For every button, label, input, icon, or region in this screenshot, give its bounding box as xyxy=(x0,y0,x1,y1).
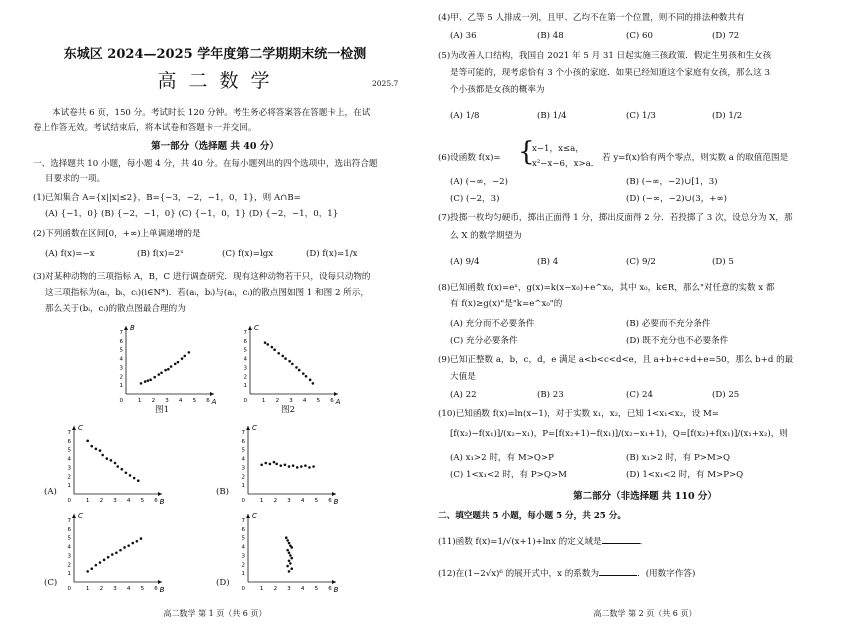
y-tick-label: 2 xyxy=(67,474,71,481)
scatter-point xyxy=(174,363,177,366)
y-tick-label: 6 xyxy=(243,338,247,345)
exam-date: 2025.7 xyxy=(372,79,399,88)
x-tick-label: 1 xyxy=(259,586,264,592)
scatter-point xyxy=(121,468,124,471)
y-tick-label: 5 xyxy=(243,347,247,354)
question-5-line-2: 是等可能的，现考虑恰有 3 个小孩的家庭．如果已经知道这个家庭有女孩，那么这 3 xyxy=(450,68,770,78)
y-axis-label: C xyxy=(252,424,257,432)
x-tick-label: 3 xyxy=(287,586,291,592)
q9-option-a: (A) 22 xyxy=(450,390,477,400)
question-6-suffix: 若 y=f(x)恰有两个零点，则实数 a 的取值范围是 xyxy=(602,153,789,163)
question-8-line-1: (8)已知函数 f(x)=eˣ，g(x)=k(x−x₀)+e^x₀，其中 x₀，k∈R，那么"对任意的实数 x 都 xyxy=(438,283,775,293)
x-tick-label: 3 xyxy=(287,498,291,504)
x-axis-arrow xyxy=(332,580,336,584)
scatter-point xyxy=(290,567,293,570)
question-10-line-2: [f(x₂)−f(x₁)]/(x₂−x₁)，P=[f(x₂+1)−f(x₁)]/(x₂−x₁+1)，Q=[f(x₂)+f(x₁)]/(x₁+x₂)，则 xyxy=(450,429,788,439)
x-axis-label: B xyxy=(333,498,339,506)
question-3-line-3: 那么关于(bᵢ，cᵢ)的散点图最合理的为 xyxy=(45,304,186,314)
scatter-point xyxy=(177,361,180,364)
x-tick-label: 5 xyxy=(140,498,145,504)
question-6-prefix: (6)设函数 f(x)= xyxy=(438,153,501,163)
q7-option-d: (D) 5 xyxy=(712,257,734,267)
x-tick-label: 1 xyxy=(137,398,142,404)
y-tick-label: 1 xyxy=(243,383,247,390)
scatter-point xyxy=(304,464,307,467)
y-tick-label: 6 xyxy=(119,338,123,345)
y-tick-label: 5 xyxy=(241,447,245,454)
y-tick-label: 6 xyxy=(67,438,71,445)
section2-heading: 二、填空题共 5 小题，每小题 5 分，共 25 分。 xyxy=(438,511,626,521)
scatter-point xyxy=(164,369,167,372)
scatter-point xyxy=(264,341,267,344)
origin-label: 0 xyxy=(241,498,245,504)
q3-option-b-label: (B) xyxy=(216,487,230,497)
scatter-point xyxy=(181,357,184,360)
y-axis-arrow xyxy=(246,514,250,518)
y-axis-arrow xyxy=(124,326,128,330)
x-axis-label: B xyxy=(159,586,165,594)
scatter-point xyxy=(133,477,136,480)
scatter-point xyxy=(140,382,143,385)
scatter-point xyxy=(147,379,150,382)
scatter-point xyxy=(266,343,269,346)
scatter-point xyxy=(312,465,315,468)
scatter-point xyxy=(288,559,291,562)
y-axis-label: C xyxy=(78,424,83,432)
scatter-point xyxy=(280,464,283,467)
scatter-point xyxy=(300,465,303,468)
x-tick-label: 3 xyxy=(289,398,293,404)
q4-option-d: (D) 72 xyxy=(712,31,740,41)
x-tick-label: 3 xyxy=(165,398,169,404)
x-axis-arrow xyxy=(158,580,162,584)
scatter-point xyxy=(291,363,294,366)
question-9-line-1: (9)已知正整数 a，b，c，d，e 满足 a<b<c<d<e，且 a+b+c+d+e=50，那么 b+d 的最 xyxy=(438,355,794,365)
y-tick-label: 1 xyxy=(119,383,123,390)
q6-option-d: (D) (−∞，−2)∪(3，+∞) xyxy=(626,194,727,204)
q6-option-b: (B) (−∞，−2)∪[1，3) xyxy=(626,177,718,187)
scatter-point xyxy=(158,373,161,376)
scatter-point xyxy=(144,380,147,383)
scatter-point xyxy=(116,465,119,468)
question-8-line-2: 有 f(x)≥g(x)"是"k=e^x₀"的 xyxy=(450,299,563,309)
y-tick-label: 2 xyxy=(241,474,245,481)
scatter-point xyxy=(284,357,287,360)
question-11: (11)函数 f(x)=1/√(x+1)+lnx 的定义域是 ． xyxy=(438,534,648,548)
scatter-point xyxy=(107,556,110,559)
scatter-point xyxy=(284,463,287,466)
q5-option-b: (B) 1/4 xyxy=(537,111,567,121)
q4-option-a: (A) 36 xyxy=(450,31,477,41)
scatter-point xyxy=(286,539,289,542)
scatter-point xyxy=(286,549,289,552)
x-tick-label: 2 xyxy=(275,398,280,404)
y-tick-label: 4 xyxy=(119,356,123,363)
q7-option-a: (A) 9/4 xyxy=(450,257,480,267)
x-axis-arrow xyxy=(334,392,338,396)
y-tick-label: 3 xyxy=(241,465,245,472)
scatter-point xyxy=(111,553,114,556)
x-tick-label: 3 xyxy=(113,498,117,504)
y-tick-label: 2 xyxy=(243,374,247,381)
q8-option-b: (B) 必要而不充分条件 xyxy=(626,319,711,329)
y-tick-label: 6 xyxy=(67,526,71,533)
part1-heading: 第一部分（选择题 共 40 分） xyxy=(151,141,279,152)
q2-option-a: (A) f(x)=−x xyxy=(45,249,95,259)
x-tick-label: 1 xyxy=(85,586,90,592)
q4-option-c: (C) 60 xyxy=(626,31,653,41)
scatter-point xyxy=(289,562,292,565)
x-tick-label: 6 xyxy=(206,398,210,404)
scatter-point xyxy=(125,471,128,474)
q6-case-2: x²−x−6，x>a． xyxy=(532,159,600,169)
question-12-text: (12)在(1−2√x)⁶ 的展开式中，x 的系数为 xyxy=(438,569,600,579)
x-tick-label: 6 xyxy=(154,586,158,592)
q5-option-d: (D) 1/2 xyxy=(712,111,743,121)
x-axis-arrow xyxy=(210,392,214,396)
scatter-point xyxy=(282,355,285,358)
x-tick-label: 1 xyxy=(259,498,264,504)
question-1-options: (A) {−1，0} (B) {−2，−1，0} (C) {−1，0，1} (D) {−2，−1，0，1} xyxy=(45,209,339,219)
scatter-point xyxy=(288,465,291,468)
scatter-point xyxy=(308,466,311,469)
q3-option-d-label: (D) xyxy=(216,578,230,588)
question-3-line-2: 这三项指标为(aᵢ，bᵢ，cᵢ)(i∈N*)．若(aᵢ，bᵢ)与(aᵢ，cᵢ)的散点图如图 1 和图 2 所示， xyxy=(45,288,369,298)
scatter-point xyxy=(292,464,295,467)
scatter-point xyxy=(114,462,117,465)
y-tick-label: 3 xyxy=(243,365,247,372)
instruction-line-1: 本试卷共 6 页，150 分。考试时长 120 分钟。考生务必将答案答在答题卡上，在试 xyxy=(52,108,371,118)
x-tick-label: 5 xyxy=(314,498,319,504)
question-1: (1)已知集合 A={x||x|≤2}，B={−3，−2，−1，0，1}，则 A∩B= xyxy=(33,193,301,203)
y-axis-label: C xyxy=(78,512,83,520)
scatter-point xyxy=(273,348,276,351)
x-tick-label: 4 xyxy=(126,498,131,504)
x-tick-label: 1 xyxy=(261,398,266,404)
y-tick-label: 7 xyxy=(241,430,245,436)
q9-option-d: (D) 25 xyxy=(712,390,740,400)
scatter-point xyxy=(277,352,280,355)
y-tick-label: 2 xyxy=(67,562,71,569)
scatter-point xyxy=(137,479,140,482)
y-tick-label: 4 xyxy=(67,456,71,463)
scatter-point xyxy=(90,445,93,448)
q8-option-c: (C) 充分必要条件 xyxy=(450,336,518,346)
scatter-point xyxy=(288,570,291,573)
scatter-point xyxy=(271,346,274,349)
scatter-point xyxy=(115,551,118,554)
origin-label: 0 xyxy=(243,398,247,404)
scatter-point xyxy=(312,382,315,385)
x-tick-label: 4 xyxy=(302,398,307,404)
y-tick-label: 4 xyxy=(241,544,245,551)
scatter-point xyxy=(95,564,98,567)
scatter-point xyxy=(296,466,299,469)
scatter-point xyxy=(167,368,170,371)
exam-title: 东城区 2024—2025 学年度第二学期期末统一检测 xyxy=(63,47,367,62)
y-tick-label: 3 xyxy=(119,365,123,372)
scatter-point xyxy=(110,459,113,462)
scatter-point xyxy=(129,474,132,477)
scatter-point xyxy=(305,375,308,378)
x-tick-label: 5 xyxy=(140,586,145,592)
x-tick-label: 2 xyxy=(99,498,104,504)
y-tick-label: 7 xyxy=(67,430,71,436)
question-2: (2)下列函数在区间[0，+∞)上单调递增的是 xyxy=(33,229,201,239)
q6-option-a: (A) (−∞，−2) xyxy=(450,177,508,187)
figure-2-scatter xyxy=(236,322,344,406)
scatter-point xyxy=(290,557,293,560)
subject-title: 高 二 数 学 xyxy=(157,70,273,92)
scatter-point xyxy=(149,379,152,382)
scatter-point xyxy=(273,461,276,464)
answer-blank-11[interactable] xyxy=(602,534,640,544)
y-tick-label: 4 xyxy=(243,356,247,363)
x-tick-label: 6 xyxy=(154,498,158,504)
y-tick-label: 1 xyxy=(67,483,71,490)
question-12-tail: ．(用数字作答) xyxy=(637,569,696,579)
y-tick-label: 5 xyxy=(67,535,71,542)
option-d-scatter xyxy=(234,510,342,594)
scatter-point xyxy=(183,355,186,358)
x-tick-label: 6 xyxy=(328,498,332,504)
y-axis-arrow xyxy=(72,514,76,518)
scatter-point xyxy=(131,542,134,545)
y-tick-label: 5 xyxy=(67,447,71,454)
y-tick-label: 6 xyxy=(241,526,245,533)
y-tick-label: 4 xyxy=(241,456,245,463)
y-tick-label: 3 xyxy=(67,465,71,472)
y-tick-label: 2 xyxy=(241,562,245,569)
question-7-line-2: 么 X 的数学期望为 xyxy=(450,231,522,241)
scatter-point xyxy=(106,457,109,460)
scatter-point xyxy=(127,544,130,547)
scatter-point xyxy=(286,565,289,568)
scatter-point xyxy=(153,376,156,379)
x-tick-label: 2 xyxy=(151,398,156,404)
q2-option-d: (D) f(x)=1/x xyxy=(306,249,358,259)
x-tick-label: 6 xyxy=(330,398,334,404)
question-7-line-1: (7)投掷一枚均匀硬币，掷出正面得 1 分，掷出反面得 2 分．若投掷了 3 次，设总分为 X，那 xyxy=(438,213,793,223)
page-footer-left: 高二数学 第 1 页（共 6 页） xyxy=(163,609,267,618)
y-tick-label: 7 xyxy=(241,518,245,524)
scatter-point xyxy=(95,448,98,451)
scatter-point xyxy=(86,440,89,443)
x-tick-label: 2 xyxy=(99,586,104,592)
question-12 xyxy=(438,566,695,580)
scatter-point xyxy=(288,542,291,545)
right-page xyxy=(430,0,860,633)
q4-option-b: (B) 48 xyxy=(537,31,564,41)
q5-option-a: (A) 1/8 xyxy=(450,111,480,121)
q2-option-b: (B) f(x)=2ˣ xyxy=(137,249,184,259)
scatter-point xyxy=(309,379,312,382)
scatter-point xyxy=(288,551,291,554)
y-tick-label: 5 xyxy=(119,347,123,354)
q9-option-b: (B) 23 xyxy=(537,390,564,400)
y-tick-label: 7 xyxy=(67,518,71,524)
scatter-point xyxy=(302,372,305,375)
origin-label: 0 xyxy=(67,498,71,504)
scatter-point xyxy=(101,454,104,457)
scatter-point xyxy=(260,463,263,466)
scatter-point xyxy=(264,462,267,465)
x-axis-arrow xyxy=(158,492,162,496)
y-axis-label: B xyxy=(130,324,135,332)
y-tick-label: 6 xyxy=(241,438,245,445)
x-tick-label: 3 xyxy=(113,586,117,592)
y-axis-label: C xyxy=(254,324,259,332)
x-tick-label: 5 xyxy=(314,586,319,592)
q7-option-b: (B) 4 xyxy=(537,257,559,267)
figure-1-caption: 图1 xyxy=(155,405,170,415)
q6-case-1: x−1，x≤a， xyxy=(532,144,584,154)
q3-option-c-label: (C) xyxy=(44,578,58,588)
scatter-point xyxy=(160,371,163,374)
scatter-point xyxy=(99,561,102,564)
option-a-scatter xyxy=(60,422,168,506)
answer-blank-12[interactable] xyxy=(599,566,637,576)
origin-label: 0 xyxy=(241,586,245,592)
q7-option-c: (C) 9/2 xyxy=(626,257,656,267)
x-tick-label: 5 xyxy=(316,398,321,404)
x-tick-label: 1 xyxy=(85,498,90,504)
scatter-point xyxy=(99,449,102,452)
y-tick-label: 1 xyxy=(67,571,71,578)
question-11-text: (11)函数 f(x)=1/√(x+1)+lnx 的定义域是 xyxy=(438,537,602,547)
x-tick-label: 6 xyxy=(328,586,332,592)
y-tick-label: 7 xyxy=(119,330,123,336)
piecewise-brace: { xyxy=(518,137,535,167)
q10-option-a: (A) x₁>2 时，有 M>Q>P xyxy=(450,453,554,463)
q8-option-a: (A) 充分而不必要条件 xyxy=(450,319,535,329)
figure-2-caption: 图2 xyxy=(281,405,296,415)
option-b-scatter xyxy=(234,422,342,506)
x-tick-label: 4 xyxy=(300,586,305,592)
y-tick-label: 3 xyxy=(67,553,71,560)
page-footer-right: 高二数学 第 2 页（共 6 页） xyxy=(593,609,697,618)
scatter-point xyxy=(140,537,143,540)
question-5-line-1: (5)为改善人口结构，我国自 2021 年 5 月 31 日起实施三孩政策．假定生男孩和生女孩 xyxy=(438,51,772,61)
y-tick-label: 4 xyxy=(67,544,71,551)
scatter-point xyxy=(269,463,272,466)
y-axis-arrow xyxy=(246,426,250,430)
q6-option-c: (C) (−2，3) xyxy=(450,194,500,204)
y-tick-label: 1 xyxy=(241,483,245,490)
origin-label: 0 xyxy=(67,586,71,592)
section1-line-2: 目要求的一项。 xyxy=(45,174,106,184)
y-tick-label: 7 xyxy=(243,330,247,336)
y-axis-label: C xyxy=(252,512,257,520)
scatter-point xyxy=(285,536,288,539)
question-10-line-1: (10)已知函数 f(x)=ln(x−1)，对于实数 x₁，x₂，已知 1<x₁<x₂，设 M= xyxy=(438,409,719,419)
scatter-point xyxy=(86,570,89,573)
q10-option-d: (D) 1<x₁<2 时，有 M>P>Q xyxy=(626,470,744,480)
q8-option-d: (D) 既不充分也不必要条件 xyxy=(626,336,729,346)
scatter-point xyxy=(295,366,298,369)
y-tick-label: 2 xyxy=(119,374,123,381)
y-axis-arrow xyxy=(248,326,252,330)
y-tick-label: 1 xyxy=(241,571,245,578)
q9-option-c: (C) 24 xyxy=(626,390,653,400)
scatter-point xyxy=(188,351,191,354)
x-tick-label: 4 xyxy=(300,498,305,504)
scatter-point xyxy=(103,559,106,562)
section1-line-1: 一、选择题共 10 小题，每小题 4 分，共 40 分。在每小题列出的四个选项中，选出符合题 xyxy=(33,159,378,169)
scatter-point xyxy=(170,365,173,368)
y-tick-label: 5 xyxy=(241,535,245,542)
scatter-point xyxy=(288,360,291,363)
figure-1-scatter xyxy=(112,322,220,406)
x-axis-label: B xyxy=(333,586,339,594)
q2-option-c: (C) f(x)=lgx xyxy=(222,249,274,259)
question-5-line-3: 个小孩都是女孩的概率为 xyxy=(450,85,545,95)
x-tick-label: 4 xyxy=(126,586,131,592)
question-4: (4)甲、乙等 5 人排成一列，且甲、乙均不在第一个位置，则不同的排法种数共有 xyxy=(438,13,745,23)
scatter-point xyxy=(119,549,122,552)
x-axis-arrow xyxy=(332,492,336,496)
question-9-line-2: 大值是 xyxy=(450,372,476,382)
scatter-point xyxy=(290,546,293,549)
scatter-point xyxy=(298,369,301,372)
q10-option-b: (B) x₁>2 时，有 P>M>Q xyxy=(626,453,730,463)
q5-option-c: (C) 1/3 xyxy=(626,111,656,121)
x-tick-label: 5 xyxy=(192,398,197,404)
x-tick-label: 4 xyxy=(178,398,183,404)
part2-heading: 第二部分（非选择题 共 110 分） xyxy=(573,491,717,502)
y-tick-label: 3 xyxy=(241,553,245,560)
x-axis-label: A xyxy=(335,398,341,406)
q10-option-c: (C) 1<x₁<2 时，有 P>Q>M xyxy=(450,470,567,480)
scatter-point xyxy=(123,546,126,549)
scatter-point xyxy=(90,567,93,570)
y-axis-arrow xyxy=(72,426,76,430)
scatter-point xyxy=(289,554,292,557)
x-tick-label: 2 xyxy=(273,586,278,592)
option-c-scatter xyxy=(60,510,168,594)
instruction-line-2: 卷上作答无效。考试结束后，将本试卷和答题卡一并交回。 xyxy=(33,123,257,133)
x-tick-label: 2 xyxy=(273,498,278,504)
q3-option-a-label: (A) xyxy=(44,487,57,497)
origin-label: 0 xyxy=(119,398,123,404)
x-axis-label: A xyxy=(211,398,217,406)
scatter-point xyxy=(275,463,278,466)
x-axis-label: B xyxy=(159,498,165,506)
question-3-line-1: (3)对某种动物的三项指标 A，B，C 进行调查研究．现有这种动物若干只，设每只动物的 xyxy=(33,272,371,282)
scatter-point xyxy=(136,540,139,543)
